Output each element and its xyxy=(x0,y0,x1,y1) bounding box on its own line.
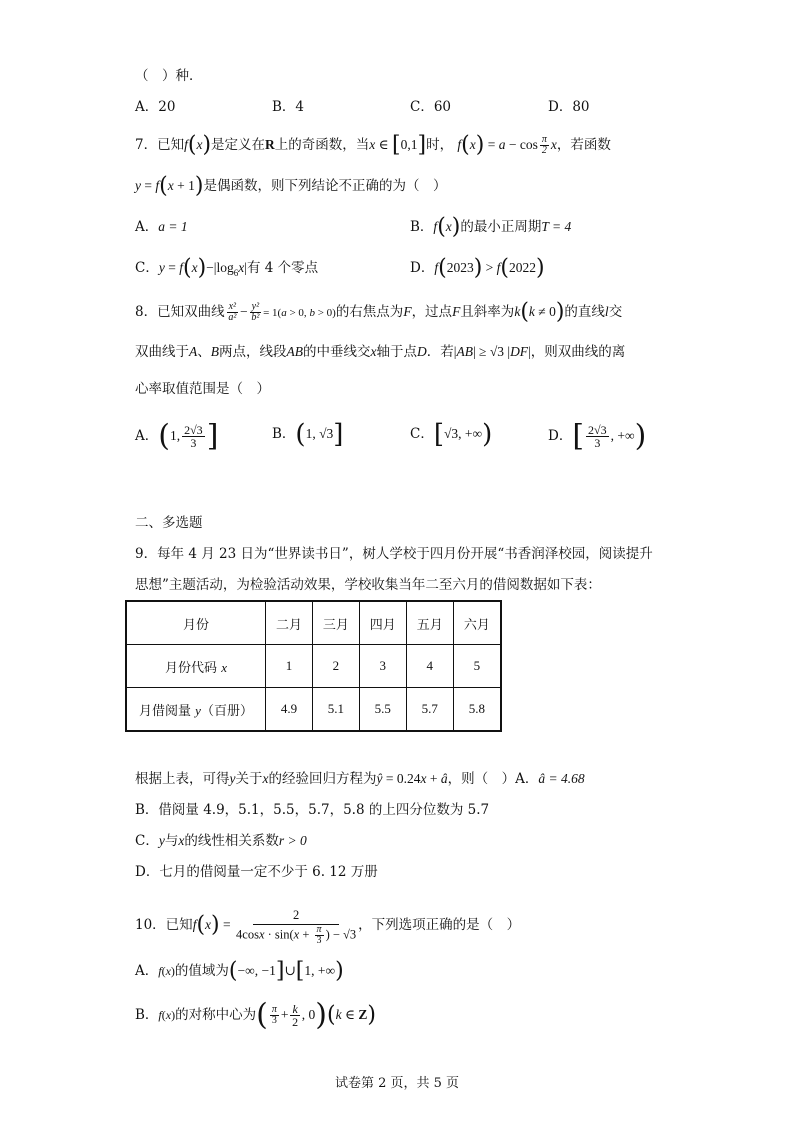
table-cell: 4 xyxy=(406,645,453,688)
q8-option-d: D．[ $\frac{2√3}{3}$ , +∞) xyxy=(548,418,647,454)
q7-option-a: A．a = 1 xyxy=(135,219,188,235)
table-cell: 3 xyxy=(359,645,406,688)
q10-stem: 10．已知f(x) = 2 4cosx · sin(x + $\frac{\pi}{3}$ ) − √3 ，下列选项正确的是（ ） xyxy=(135,907,521,946)
table-cell: 五月 xyxy=(406,601,453,645)
section-heading: 二、多选题 xyxy=(135,515,203,531)
table-cell: 5.7 xyxy=(406,688,453,732)
q8-option-b: B．(1, √3] xyxy=(272,419,344,450)
q8-stem-line2: 双曲线于A、B两点，线段AB的中垂线交x轴于点D．若|AB| ≥ √3 |DF|，则双曲线的离 xyxy=(135,344,626,360)
table-cell: 六月 xyxy=(453,601,501,645)
q8-option-c: C．[√3, +∞) xyxy=(410,419,493,450)
q7-stem-line2: y = f(x + 1)是偶函数，则下列结论不正确的为（ ） xyxy=(135,173,447,199)
question-fragment: （ ）种． xyxy=(135,68,203,84)
q6-option-c: C．60 xyxy=(410,99,452,115)
table-cell: 4.9 xyxy=(266,688,313,732)
table-cell: 三月 xyxy=(312,601,359,645)
q8-stem-line1: 8．已知双曲线 $\frac{\text{x²}}{\text{a²}}$ − $\frac{\text{y²}}{\text{b²}}$ = 1(a > 0, b > 0)的右焦点为F，过点F且斜率为k(k ≠ 0)的直线l交 xyxy=(135,299,623,325)
borrowing-data-table xyxy=(125,600,502,732)
table-cell: 月份 xyxy=(126,601,266,645)
q9-after-table: 根据上表，可得y关于x的经验回归方程为ŷ = 0.24x + â，则（ ）A．â = 4.68 xyxy=(135,771,585,787)
table-cell: 二月 xyxy=(266,601,313,645)
q7-option-b: B．f(x)的最小正周期T = 4 xyxy=(410,214,572,240)
q10-option-a: A．f(x)的值域为(−∞, −1]∪[1, +∞) xyxy=(135,958,344,984)
table-cell: 月份代码 x xyxy=(126,645,266,688)
table-cell: 1 xyxy=(266,645,313,688)
table-cell: 月借阅量 y（百册） xyxy=(126,688,266,732)
q8-stem-line3: 心率取值范围是（ ） xyxy=(135,381,270,397)
page-footer: 试卷第 2 页，共 5 页 xyxy=(334,1076,460,1091)
q9-stem-line1: 9．每年 4 月 23 日为“世界读书日”，树人学校于四月份开展“书香润泽校园，阅读提升 xyxy=(135,546,653,562)
table-cell: 5 xyxy=(453,645,501,688)
table-cell: 5.5 xyxy=(359,688,406,732)
q10-option-b: B．f(x)的对称中心为( $\frac{\pi}{3}$ + $\frac{k}{2}$ , 0)(k ∈ Z) xyxy=(135,997,376,1033)
q7-stem-line1: 7．已知f(x)是定义在R上的奇函数，当x ∈ [0,1]时， f(x) = a − cos $\frac{\pi}{2}$ x，若函数 xyxy=(135,132,611,158)
q7-option-c: C．$y = f(x)-|\log_6x|$有 4 个零点 xyxy=(135,255,319,281)
q6-option-d: D．80 xyxy=(548,99,590,115)
table-cell: 5.1 xyxy=(312,688,359,732)
q6-option-b: B．4 xyxy=(272,99,305,115)
table-cell: 5.8 xyxy=(453,688,501,732)
q7-option-d: D．f(2023) > f(2022) xyxy=(410,255,545,281)
table-cell: 四月 xyxy=(359,601,406,645)
q9-option-d: D．七月的借阅量一定不少于 6. 12 万册 xyxy=(135,864,378,880)
table-cell: 2 xyxy=(312,645,359,688)
q8-option-a: A．(1, $\frac{2√3}{3}$ ] xyxy=(135,418,219,454)
q9-option-c: C．y与x的线性相关系数r > 0 xyxy=(135,833,307,849)
q9-stem-line2: 思想”主题活动，为检验活动效果，学校收集当年二至六月的借阅数据如下表： xyxy=(135,577,601,593)
table-row xyxy=(126,688,501,732)
q9-option-b: B．借阅量 4.9，5.1，5.5，5.7，5.8 的上四分位数为 5.7 xyxy=(135,802,490,818)
table-row xyxy=(126,645,501,688)
q6-option-a: A．20 xyxy=(135,99,176,115)
table-row xyxy=(126,601,501,645)
